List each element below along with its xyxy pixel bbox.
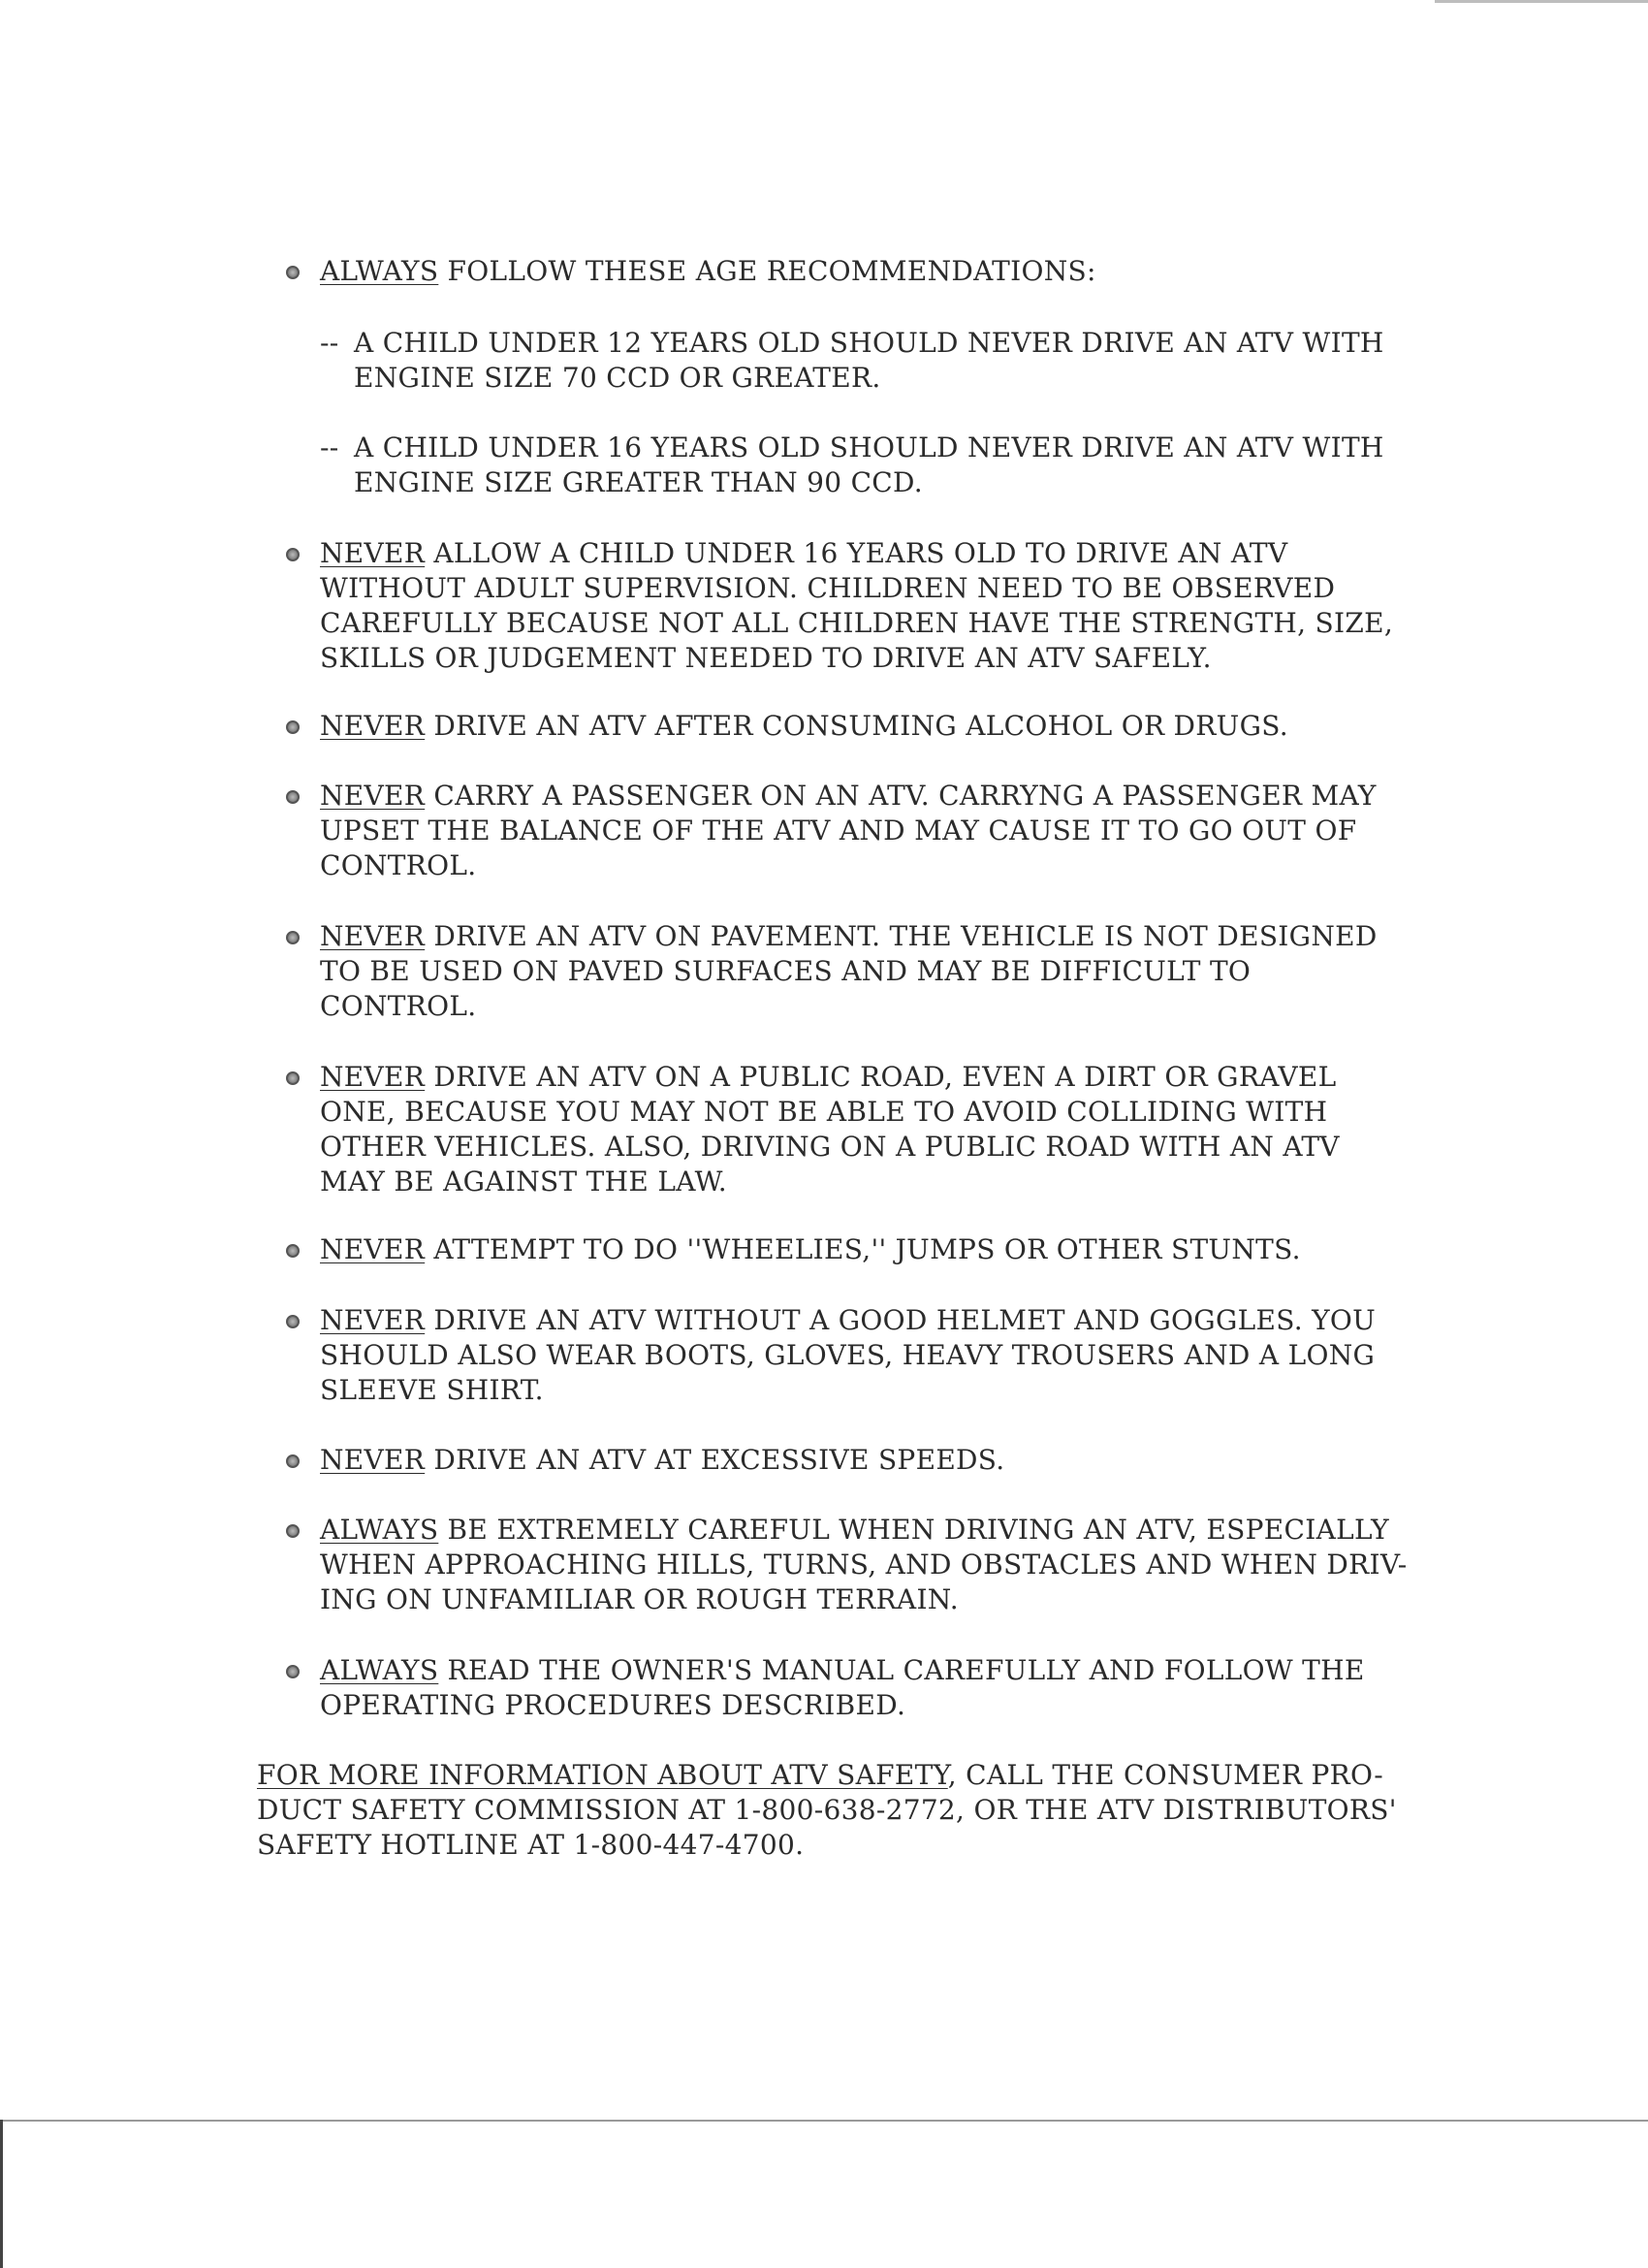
keyword: NEVER [320,1233,426,1265]
safety-item-text [320,1513,1435,1617]
text-line: ING ON UNFAMILIAR OR ROUGH TERRAIN. [320,1583,960,1615]
keyword: NEVER [320,537,426,569]
safety-item-text [320,536,1435,676]
safety-item-pavement [0,919,1648,1024]
safety-item-text [320,1303,1435,1408]
dash-marker: -- [320,431,339,463]
text-line: SLEEVE SHIRT. [320,1374,544,1406]
bullet-icon [286,548,300,561]
sub-item-under-16 [0,431,1648,500]
sub-item-under-12 [0,326,1648,396]
safety-item-text [320,1060,1435,1199]
text-line: WHEN APPROACHING HILLS, TURNS, AND OBSTACLES AND WHEN DRIV- [320,1549,1408,1581]
text-line: NEVER DRIVE AN ATV AFTER CONSUMING ALCOHOL OR DRUGS. [320,710,1288,742]
text-line: CONTROL. [320,990,477,1022]
safety-item-text [320,919,1435,1024]
bullet-icon [286,1071,300,1085]
safety-item-text [320,254,1435,289]
text-line: ALWAYS READ THE OWNER'S MANUAL CAREFULLY AND FOLLOW THE [320,1654,1365,1686]
bullet-icon [286,1665,300,1678]
page-edge-left [0,2120,3,2268]
keyword: ALWAYS [320,1654,439,1686]
bullet-icon [286,266,300,279]
text-line: SHOULD ALSO WEAR BOOTS, GLOVES, HEAVY TROUSERS AND A LONG [320,1339,1376,1371]
text-line: ONE, BECAUSE YOU MAY NOT BE ABLE TO AVOID COLLIDING WITH [320,1096,1328,1128]
text-line: DUCT SAFETY COMMISSION AT 1-800-638-2772, OR THE ATV DISTRIBUTORS' [257,1794,1397,1826]
text-line: NEVER DRIVE AN ATV ON A PUBLIC ROAD, EVEN A DIRT OR GRAVEL [320,1061,1337,1093]
safety-item-text [320,1232,1435,1267]
page-edge-bottom [0,2120,1648,2122]
text-line: SKILLS OR JUDGEMENT NEEDED TO DRIVE AN ATV SAFELY. [320,642,1212,674]
safety-item-careful [0,1513,1648,1617]
text-line: FOR MORE INFORMATION ABOUT ATV SAFETY, CALL THE CONSUMER PRO- [257,1759,1384,1791]
text-line: SAFETY HOTLINE AT 1-800-447-4700. [257,1829,805,1861]
safety-item-speed [0,1443,1648,1478]
keyword: NEVER [320,1304,426,1336]
bullet-icon [286,1244,300,1258]
text-line: ENGINE SIZE GREATER THAN 90 CCD. [354,466,923,498]
keyword: NEVER [320,1061,426,1093]
safety-item-text [320,1443,1435,1478]
bullet-icon [286,790,300,804]
text-line: NEVER ATTEMPT TO DO ''WHEELIES,'' JUMPS OR OTHER STUNTS. [320,1233,1301,1265]
text-line: ALWAYS BE EXTREMELY CAREFUL WHEN DRIVING AN ATV, ESPECIALLY [320,1514,1389,1546]
keyword: ALWAYS [320,1514,439,1546]
text-line: OPERATING PROCEDURES DESCRIBED. [320,1689,906,1721]
text-line: NEVER DRIVE AN ATV WITHOUT A GOOD HELMET AND GOGGLES. YOU [320,1304,1377,1336]
dash-marker: -- [320,327,339,359]
text-line: NEVER ALLOW A CHILD UNDER 16 YEARS OLD TO DRIVE AN ATV [320,537,1288,569]
bullet-icon [286,1315,300,1328]
text-line: NEVER CARRY A PASSENGER ON AN ATV. CARRYNG A PASSENGER MAY [320,780,1377,812]
safety-item-public-road [0,1060,1648,1199]
safety-item-age-recommendations [0,254,1648,289]
keyword: NEVER [320,710,426,742]
text-line: ENGINE SIZE 70 CCD OR GREATER. [354,362,881,394]
bullet-icon [286,931,300,944]
more-info-heading: FOR MORE INFORMATION ABOUT ATV SAFETY [257,1759,948,1791]
safety-item-helmet [0,1303,1648,1408]
text-line: CONTROL. [320,849,477,881]
keyword: ALWAYS [320,255,439,287]
bullet-icon [286,720,300,734]
text-line: MAY BE AGAINST THE LAW. [320,1166,727,1198]
safety-item-text [320,779,1435,883]
safety-item-stunts [0,1232,1648,1267]
text-line: NEVER DRIVE AN ATV AT EXCESSIVE SPEEDS. [320,1444,1005,1476]
safety-item-alcohol [0,709,1648,744]
keyword: NEVER [320,1444,426,1476]
text-line: ALWAYS FOLLOW THESE AGE RECOMMENDATIONS: [320,255,1096,287]
contact-information [257,1758,1420,1863]
text-line: A CHILD UNDER 12 YEARS OLD SHOULD NEVER DRIVE AN ATV WITH [354,327,1384,359]
text-line: A CHILD UNDER 16 YEARS OLD SHOULD NEVER DRIVE AN ATV WITH [354,431,1384,463]
safety-item-text [320,709,1435,744]
text-line: UPSET THE BALANCE OF THE ATV AND MAY CAUSE IT TO GO OUT OF [320,815,1357,847]
bullet-icon [286,1454,300,1468]
safety-item-passenger [0,779,1648,883]
text-line: TO BE USED ON PAVED SURFACES AND MAY BE DIFFICULT TO [320,955,1252,987]
bullet-icon [286,1524,300,1538]
text-line: CAREFULLY BECAUSE NOT ALL CHILDREN HAVE THE STRENGTH, SIZE, [320,607,1394,639]
safety-item-supervision [0,536,1648,676]
text-line: NEVER DRIVE AN ATV ON PAVEMENT. THE VEHICLE IS NOT DESIGNED [320,920,1378,952]
keyword: NEVER [320,920,426,952]
safety-item-text [320,1653,1435,1723]
keyword: NEVER [320,780,426,812]
text-line: OTHER VEHICLES. ALSO, DRIVING ON A PUBLIC ROAD WITH AN ATV [320,1131,1340,1163]
text-line: WITHOUT ADULT SUPERVISION. CHILDREN NEED TO BE OBSERVED [320,572,1336,604]
safety-item-manual [0,1653,1648,1723]
page-edge-top [1435,0,1648,3]
